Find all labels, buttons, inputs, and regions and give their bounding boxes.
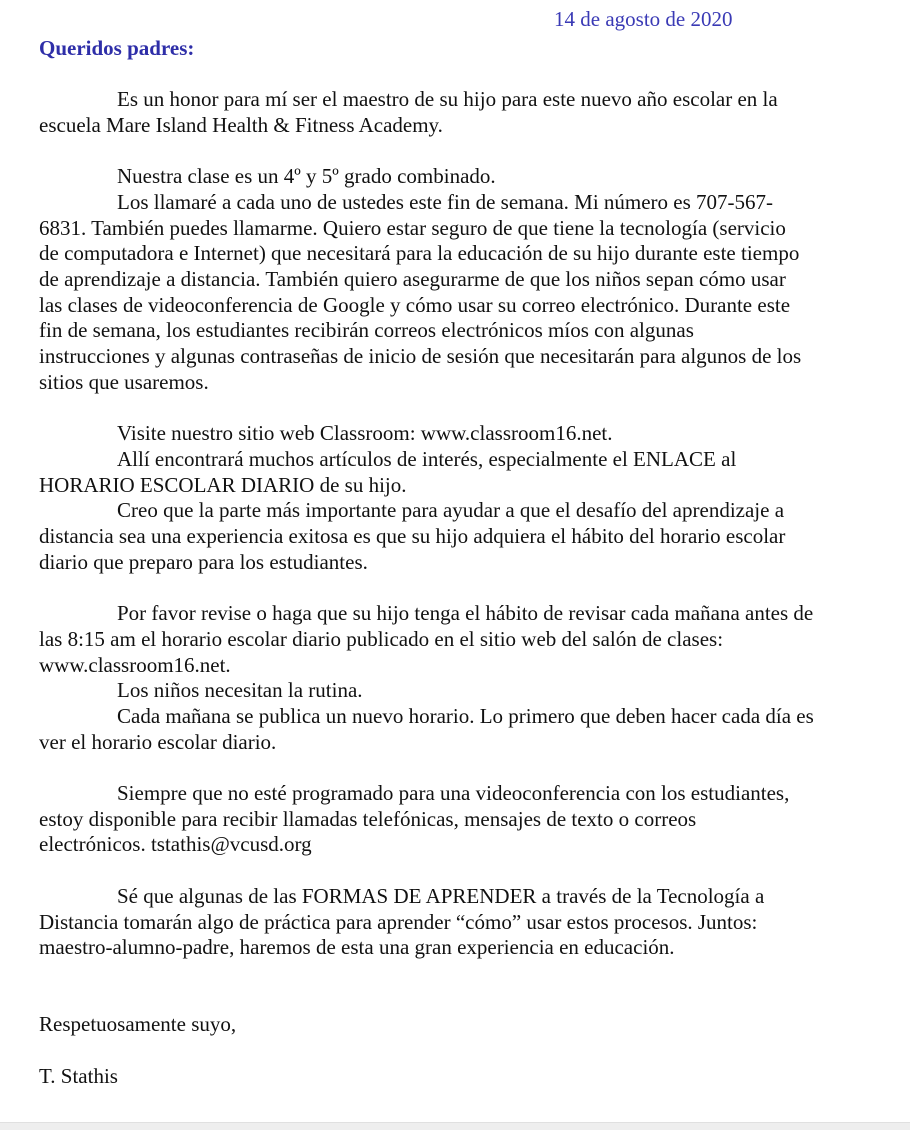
text-line: de aprendizaje a distancia. También quiero asegurarme de que los niños sepan cómo usar xyxy=(39,267,786,291)
paragraph-intro xyxy=(39,87,880,138)
text-line: Creo que la parte más importante para ayudar a que el desafío del aprendizaje a xyxy=(117,498,785,523)
text-line: distancia sea una experiencia exitosa es que su hijo adquiera el hábito del horario escolar xyxy=(39,524,786,549)
paragraph-learning-together xyxy=(39,884,880,961)
paragraph-classroom-website xyxy=(39,421,880,575)
letter-closing: Respetuosamente suyo, xyxy=(39,1011,237,1036)
text-line: fin de semana, los estudiantes recibirán correos electrónicos míos con algunas xyxy=(39,318,694,343)
letter-signature: T. Stathis xyxy=(39,1063,118,1088)
text-line: Visite nuestro sitio web Classroom: www.classroom16.net. xyxy=(117,421,613,446)
text-line: instrucciones y algunas contraseñas de inicio de sesión que necesitarán para algunos de los xyxy=(39,344,802,369)
text-line: www.classroom16.net. xyxy=(39,652,231,677)
text-line: de computadora e Internet) que necesitará para la educación de su hijo durante este tiempo xyxy=(39,241,800,266)
letter-salutation: Queridos padres: xyxy=(39,35,195,60)
text-line: escuela Mare Island Health & Fitness Academy. xyxy=(39,112,443,137)
paragraph-daily-schedule-habit xyxy=(39,601,880,755)
text-line: electrónicos. tstathis@vcusd.org xyxy=(39,832,312,857)
text-line: sitios que usaremos. xyxy=(39,369,209,394)
page-bottom-edge xyxy=(0,1122,910,1130)
text-line: Sé que algunas de las FORMAS DE APRENDER a través de la Tecnología a xyxy=(117,883,765,908)
text-line: Nuestra clase es un 4º y 5º grado combinado. xyxy=(117,164,496,189)
paragraph-class-and-phone xyxy=(39,164,880,395)
text-line: Cada mañana se publica un nuevo horario. Lo primero que deben hacer cada día es xyxy=(117,703,814,728)
text-line: 6831. También puedes llamarme. Quiero estar seguro de que tiene la tecnología (servicio xyxy=(39,215,786,240)
text-line: maestro-alumno-padre, haremos de esta una gran experiencia en educación. xyxy=(39,935,675,960)
text-line: Es un honor para mí ser el maestro de su hijo para este nuevo año escolar en la xyxy=(117,87,778,112)
letter-body xyxy=(39,87,880,961)
text-line: Siempre que no esté programado para una videoconferencia con los estudiantes, xyxy=(117,781,790,806)
text-line: estoy disponible para recibir llamadas telefónicas, mensajes de texto o correos xyxy=(39,806,697,831)
text-line: Los niños necesitan la rutina. xyxy=(117,678,363,703)
text-line: HORARIO ESCOLAR DIARIO de su hijo. xyxy=(39,472,407,497)
text-line: las 8:15 am el horario escolar diario publicado en el sitio web del salón de clases: xyxy=(39,626,724,651)
text-line: las clases de videoconferencia de Google y cómo usar su correo electrónico. Durante este xyxy=(39,292,791,317)
text-line: diario que preparo para los estudiantes. xyxy=(39,549,368,574)
text-line: Distancia tomarán algo de práctica para aprender “cómo” usar estos procesos. Juntos: xyxy=(39,909,758,934)
text-line: ver el horario escolar diario. xyxy=(39,729,277,754)
paragraph-availability xyxy=(39,781,880,858)
letter-date: 14 de agosto de 2020 xyxy=(554,7,733,31)
text-line: Los llamaré a cada uno de ustedes este fin de semana. Mi número es 707-567- xyxy=(117,189,774,214)
text-line: Por favor revise o haga que su hijo tenga el hábito de revisar cada mañana antes de xyxy=(117,601,814,626)
text-line: Allí encontrará muchos artículos de interés, especialmente el ENLACE al xyxy=(117,446,737,471)
